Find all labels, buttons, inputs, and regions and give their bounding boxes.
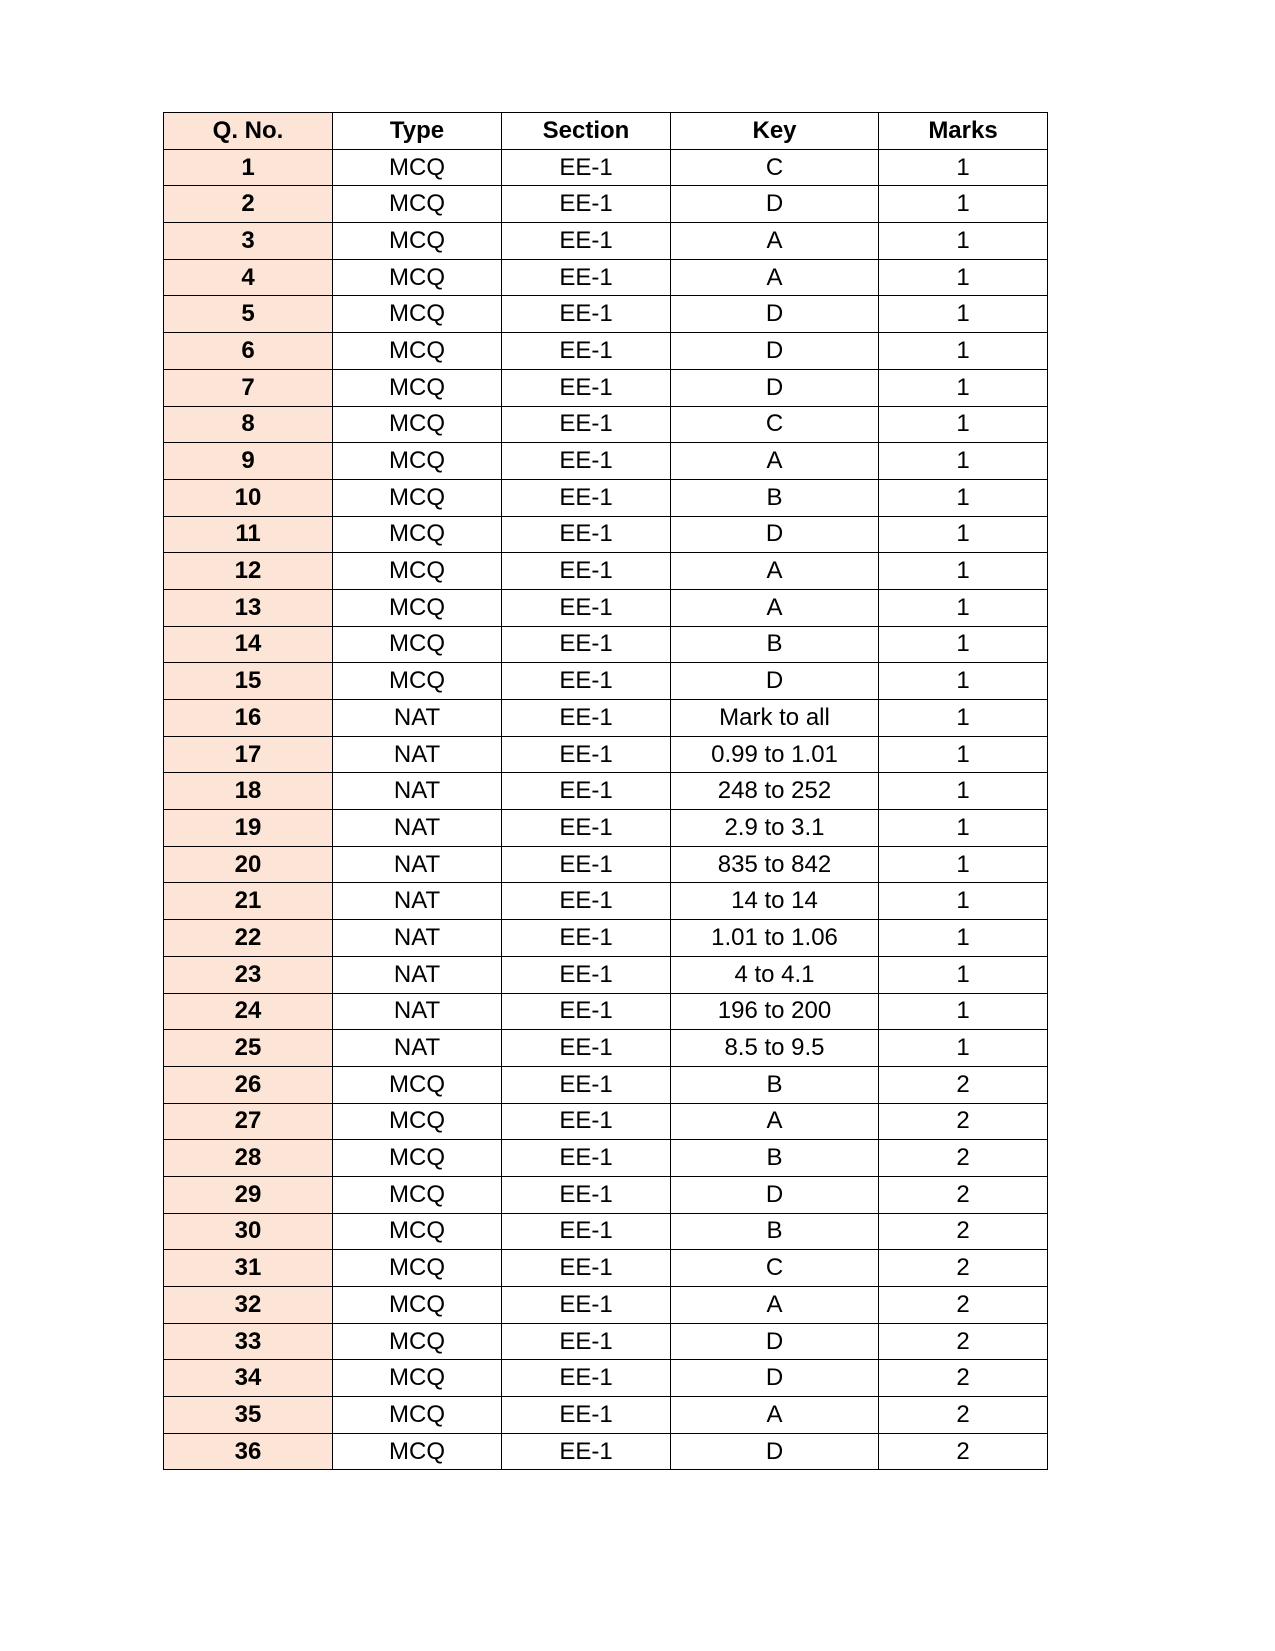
cell-marks: 1 [879, 736, 1048, 773]
cell-q-no: 25 [164, 1030, 333, 1067]
table-row [164, 516, 1048, 553]
cell-q-no: 3 [164, 223, 333, 260]
cell-q-no: 1 [164, 149, 333, 186]
cell-key: A [671, 589, 879, 626]
cell-q-no: 26 [164, 1066, 333, 1103]
cell-key: A [671, 223, 879, 260]
cell-marks: 2 [879, 1433, 1048, 1470]
cell-type: MCQ [333, 589, 502, 626]
cell-section: EE-1 [502, 1066, 671, 1103]
cell-section: EE-1 [502, 333, 671, 370]
cell-section: EE-1 [502, 920, 671, 957]
cell-key: D [671, 516, 879, 553]
cell-key: 0.99 to 1.01 [671, 736, 879, 773]
table-row [164, 479, 1048, 516]
cell-section: EE-1 [502, 1433, 671, 1470]
header-marks: Marks [879, 113, 1048, 150]
header-row [164, 113, 1048, 150]
cell-marks: 2 [879, 1250, 1048, 1287]
cell-key: D [671, 333, 879, 370]
table-row [164, 846, 1048, 883]
table-row [164, 1103, 1048, 1140]
cell-key: 1.01 to 1.06 [671, 920, 879, 957]
cell-type: MCQ [333, 626, 502, 663]
cell-q-no: 23 [164, 956, 333, 993]
cell-key: A [671, 443, 879, 480]
cell-key: 4 to 4.1 [671, 956, 879, 993]
cell-marks: 1 [879, 626, 1048, 663]
cell-marks: 2 [879, 1066, 1048, 1103]
cell-q-no: 27 [164, 1103, 333, 1140]
cell-key: A [671, 553, 879, 590]
cell-key: 14 to 14 [671, 883, 879, 920]
cell-marks: 2 [879, 1176, 1048, 1213]
header-section: Section [502, 113, 671, 150]
table-row [164, 553, 1048, 590]
cell-key: D [671, 1176, 879, 1213]
cell-q-no: 19 [164, 810, 333, 847]
cell-section: EE-1 [502, 479, 671, 516]
cell-q-no: 15 [164, 663, 333, 700]
cell-q-no: 4 [164, 259, 333, 296]
cell-key: A [671, 1397, 879, 1434]
table-row [164, 186, 1048, 223]
cell-q-no: 28 [164, 1140, 333, 1177]
cell-section: EE-1 [502, 810, 671, 847]
cell-q-no: 12 [164, 553, 333, 590]
cell-type: NAT [333, 846, 502, 883]
cell-type: NAT [333, 956, 502, 993]
cell-section: EE-1 [502, 736, 671, 773]
cell-marks: 2 [879, 1397, 1048, 1434]
cell-section: EE-1 [502, 883, 671, 920]
cell-q-no: 8 [164, 406, 333, 443]
cell-marks: 2 [879, 1287, 1048, 1324]
cell-marks: 1 [879, 186, 1048, 223]
cell-type: MCQ [333, 1360, 502, 1397]
cell-key: B [671, 626, 879, 663]
cell-q-no: 10 [164, 479, 333, 516]
cell-key: Mark to all [671, 700, 879, 737]
cell-section: EE-1 [502, 700, 671, 737]
cell-marks: 1 [879, 846, 1048, 883]
cell-type: MCQ [333, 149, 502, 186]
table-row [164, 736, 1048, 773]
cell-key: B [671, 1140, 879, 1177]
cell-type: MCQ [333, 443, 502, 480]
table-row [164, 333, 1048, 370]
cell-marks: 1 [879, 553, 1048, 590]
table-row [164, 1030, 1048, 1067]
cell-marks: 1 [879, 149, 1048, 186]
table-row [164, 1433, 1048, 1470]
cell-type: NAT [333, 883, 502, 920]
cell-type: NAT [333, 993, 502, 1030]
cell-marks: 1 [879, 406, 1048, 443]
cell-section: EE-1 [502, 553, 671, 590]
cell-section: EE-1 [502, 956, 671, 993]
cell-q-no: 35 [164, 1397, 333, 1434]
cell-marks: 2 [879, 1140, 1048, 1177]
cell-marks: 1 [879, 589, 1048, 626]
cell-type: MCQ [333, 1250, 502, 1287]
cell-key: C [671, 149, 879, 186]
cell-type: MCQ [333, 223, 502, 260]
cell-key: D [671, 663, 879, 700]
cell-marks: 1 [879, 259, 1048, 296]
table-row [164, 1250, 1048, 1287]
cell-q-no: 5 [164, 296, 333, 333]
table-row [164, 223, 1048, 260]
cell-section: EE-1 [502, 1360, 671, 1397]
header-key: Key [671, 113, 879, 150]
table-row [164, 149, 1048, 186]
cell-section: EE-1 [502, 406, 671, 443]
cell-q-no: 33 [164, 1323, 333, 1360]
cell-type: MCQ [333, 1176, 502, 1213]
cell-q-no: 31 [164, 1250, 333, 1287]
cell-type: NAT [333, 773, 502, 810]
cell-section: EE-1 [502, 443, 671, 480]
cell-section: EE-1 [502, 1287, 671, 1324]
table-row [164, 406, 1048, 443]
cell-type: MCQ [333, 1397, 502, 1434]
cell-q-no: 18 [164, 773, 333, 810]
cell-q-no: 11 [164, 516, 333, 553]
cell-marks: 1 [879, 773, 1048, 810]
table-row [164, 1066, 1048, 1103]
cell-type: MCQ [333, 1433, 502, 1470]
cell-type: NAT [333, 736, 502, 773]
cell-marks: 1 [879, 479, 1048, 516]
cell-key: A [671, 1287, 879, 1324]
cell-q-no: 17 [164, 736, 333, 773]
cell-q-no: 13 [164, 589, 333, 626]
cell-marks: 2 [879, 1103, 1048, 1140]
cell-q-no: 2 [164, 186, 333, 223]
cell-type: NAT [333, 920, 502, 957]
cell-section: EE-1 [502, 149, 671, 186]
cell-section: EE-1 [502, 1250, 671, 1287]
cell-section: EE-1 [502, 626, 671, 663]
cell-marks: 1 [879, 700, 1048, 737]
cell-key: 8.5 to 9.5 [671, 1030, 879, 1067]
cell-key: D [671, 1323, 879, 1360]
cell-type: MCQ [333, 663, 502, 700]
cell-section: EE-1 [502, 516, 671, 553]
answer-key-table [163, 112, 1048, 1470]
cell-section: EE-1 [502, 369, 671, 406]
table-row [164, 663, 1048, 700]
table-row [164, 810, 1048, 847]
cell-marks: 1 [879, 516, 1048, 553]
cell-q-no: 29 [164, 1176, 333, 1213]
cell-key: 248 to 252 [671, 773, 879, 810]
cell-section: EE-1 [502, 1140, 671, 1177]
cell-section: EE-1 [502, 1176, 671, 1213]
cell-key: D [671, 186, 879, 223]
cell-key: D [671, 369, 879, 406]
cell-key: 2.9 to 3.1 [671, 810, 879, 847]
table-row [164, 589, 1048, 626]
table-row [164, 296, 1048, 333]
cell-key: D [671, 296, 879, 333]
cell-marks: 1 [879, 663, 1048, 700]
header-type: Type [333, 113, 502, 150]
cell-section: EE-1 [502, 1323, 671, 1360]
table-row [164, 1397, 1048, 1434]
cell-type: MCQ [333, 1066, 502, 1103]
cell-marks: 1 [879, 296, 1048, 333]
table-row [164, 369, 1048, 406]
table-row [164, 700, 1048, 737]
cell-key: C [671, 406, 879, 443]
cell-key: B [671, 1213, 879, 1250]
cell-marks: 1 [879, 333, 1048, 370]
header-q-no: Q. No. [164, 113, 333, 150]
cell-section: EE-1 [502, 223, 671, 260]
cell-marks: 2 [879, 1323, 1048, 1360]
cell-type: MCQ [333, 1103, 502, 1140]
cell-section: EE-1 [502, 773, 671, 810]
cell-q-no: 24 [164, 993, 333, 1030]
cell-key: 196 to 200 [671, 993, 879, 1030]
table-row [164, 1140, 1048, 1177]
cell-key: B [671, 479, 879, 516]
table-row [164, 993, 1048, 1030]
table-row [164, 773, 1048, 810]
table-row [164, 1323, 1048, 1360]
table-row [164, 1360, 1048, 1397]
cell-type: MCQ [333, 1213, 502, 1250]
cell-key: A [671, 259, 879, 296]
cell-q-no: 20 [164, 846, 333, 883]
cell-marks: 2 [879, 1360, 1048, 1397]
cell-section: EE-1 [502, 1397, 671, 1434]
cell-q-no: 22 [164, 920, 333, 957]
cell-section: EE-1 [502, 1030, 671, 1067]
cell-key: D [671, 1360, 879, 1397]
cell-type: MCQ [333, 259, 502, 296]
cell-marks: 1 [879, 956, 1048, 993]
cell-type: MCQ [333, 296, 502, 333]
cell-type: MCQ [333, 186, 502, 223]
cell-key: 835 to 842 [671, 846, 879, 883]
table-row [164, 920, 1048, 957]
table-row [164, 1213, 1048, 1250]
answer-rows [164, 149, 1048, 1470]
cell-type: MCQ [333, 333, 502, 370]
table-row [164, 956, 1048, 993]
table-row [164, 1287, 1048, 1324]
cell-key: B [671, 1066, 879, 1103]
cell-marks: 1 [879, 1030, 1048, 1067]
cell-section: EE-1 [502, 259, 671, 296]
cell-type: NAT [333, 700, 502, 737]
cell-type: MCQ [333, 516, 502, 553]
cell-type: MCQ [333, 1287, 502, 1324]
cell-key: D [671, 1433, 879, 1470]
table-row [164, 1176, 1048, 1213]
cell-section: EE-1 [502, 1103, 671, 1140]
cell-q-no: 32 [164, 1287, 333, 1324]
cell-key: C [671, 1250, 879, 1287]
cell-marks: 1 [879, 223, 1048, 260]
cell-q-no: 14 [164, 626, 333, 663]
cell-type: NAT [333, 1030, 502, 1067]
cell-type: MCQ [333, 369, 502, 406]
cell-section: EE-1 [502, 1213, 671, 1250]
cell-q-no: 16 [164, 700, 333, 737]
cell-q-no: 21 [164, 883, 333, 920]
cell-type: NAT [333, 810, 502, 847]
table-row [164, 626, 1048, 663]
table-row [164, 883, 1048, 920]
cell-q-no: 6 [164, 333, 333, 370]
cell-marks: 1 [879, 810, 1048, 847]
cell-marks: 1 [879, 369, 1048, 406]
cell-marks: 1 [879, 920, 1048, 957]
cell-type: MCQ [333, 553, 502, 590]
cell-key: A [671, 1103, 879, 1140]
cell-marks: 1 [879, 993, 1048, 1030]
cell-marks: 1 [879, 443, 1048, 480]
cell-type: MCQ [333, 406, 502, 443]
cell-q-no: 7 [164, 369, 333, 406]
cell-q-no: 36 [164, 1433, 333, 1470]
cell-q-no: 9 [164, 443, 333, 480]
cell-marks: 2 [879, 1213, 1048, 1250]
table-row [164, 443, 1048, 480]
cell-q-no: 34 [164, 1360, 333, 1397]
cell-type: MCQ [333, 1323, 502, 1360]
cell-section: EE-1 [502, 296, 671, 333]
cell-section: EE-1 [502, 993, 671, 1030]
table-row [164, 259, 1048, 296]
cell-section: EE-1 [502, 589, 671, 626]
cell-q-no: 30 [164, 1213, 333, 1250]
cell-marks: 1 [879, 883, 1048, 920]
cell-type: MCQ [333, 479, 502, 516]
cell-type: MCQ [333, 1140, 502, 1177]
cell-section: EE-1 [502, 846, 671, 883]
cell-section: EE-1 [502, 663, 671, 700]
cell-section: EE-1 [502, 186, 671, 223]
